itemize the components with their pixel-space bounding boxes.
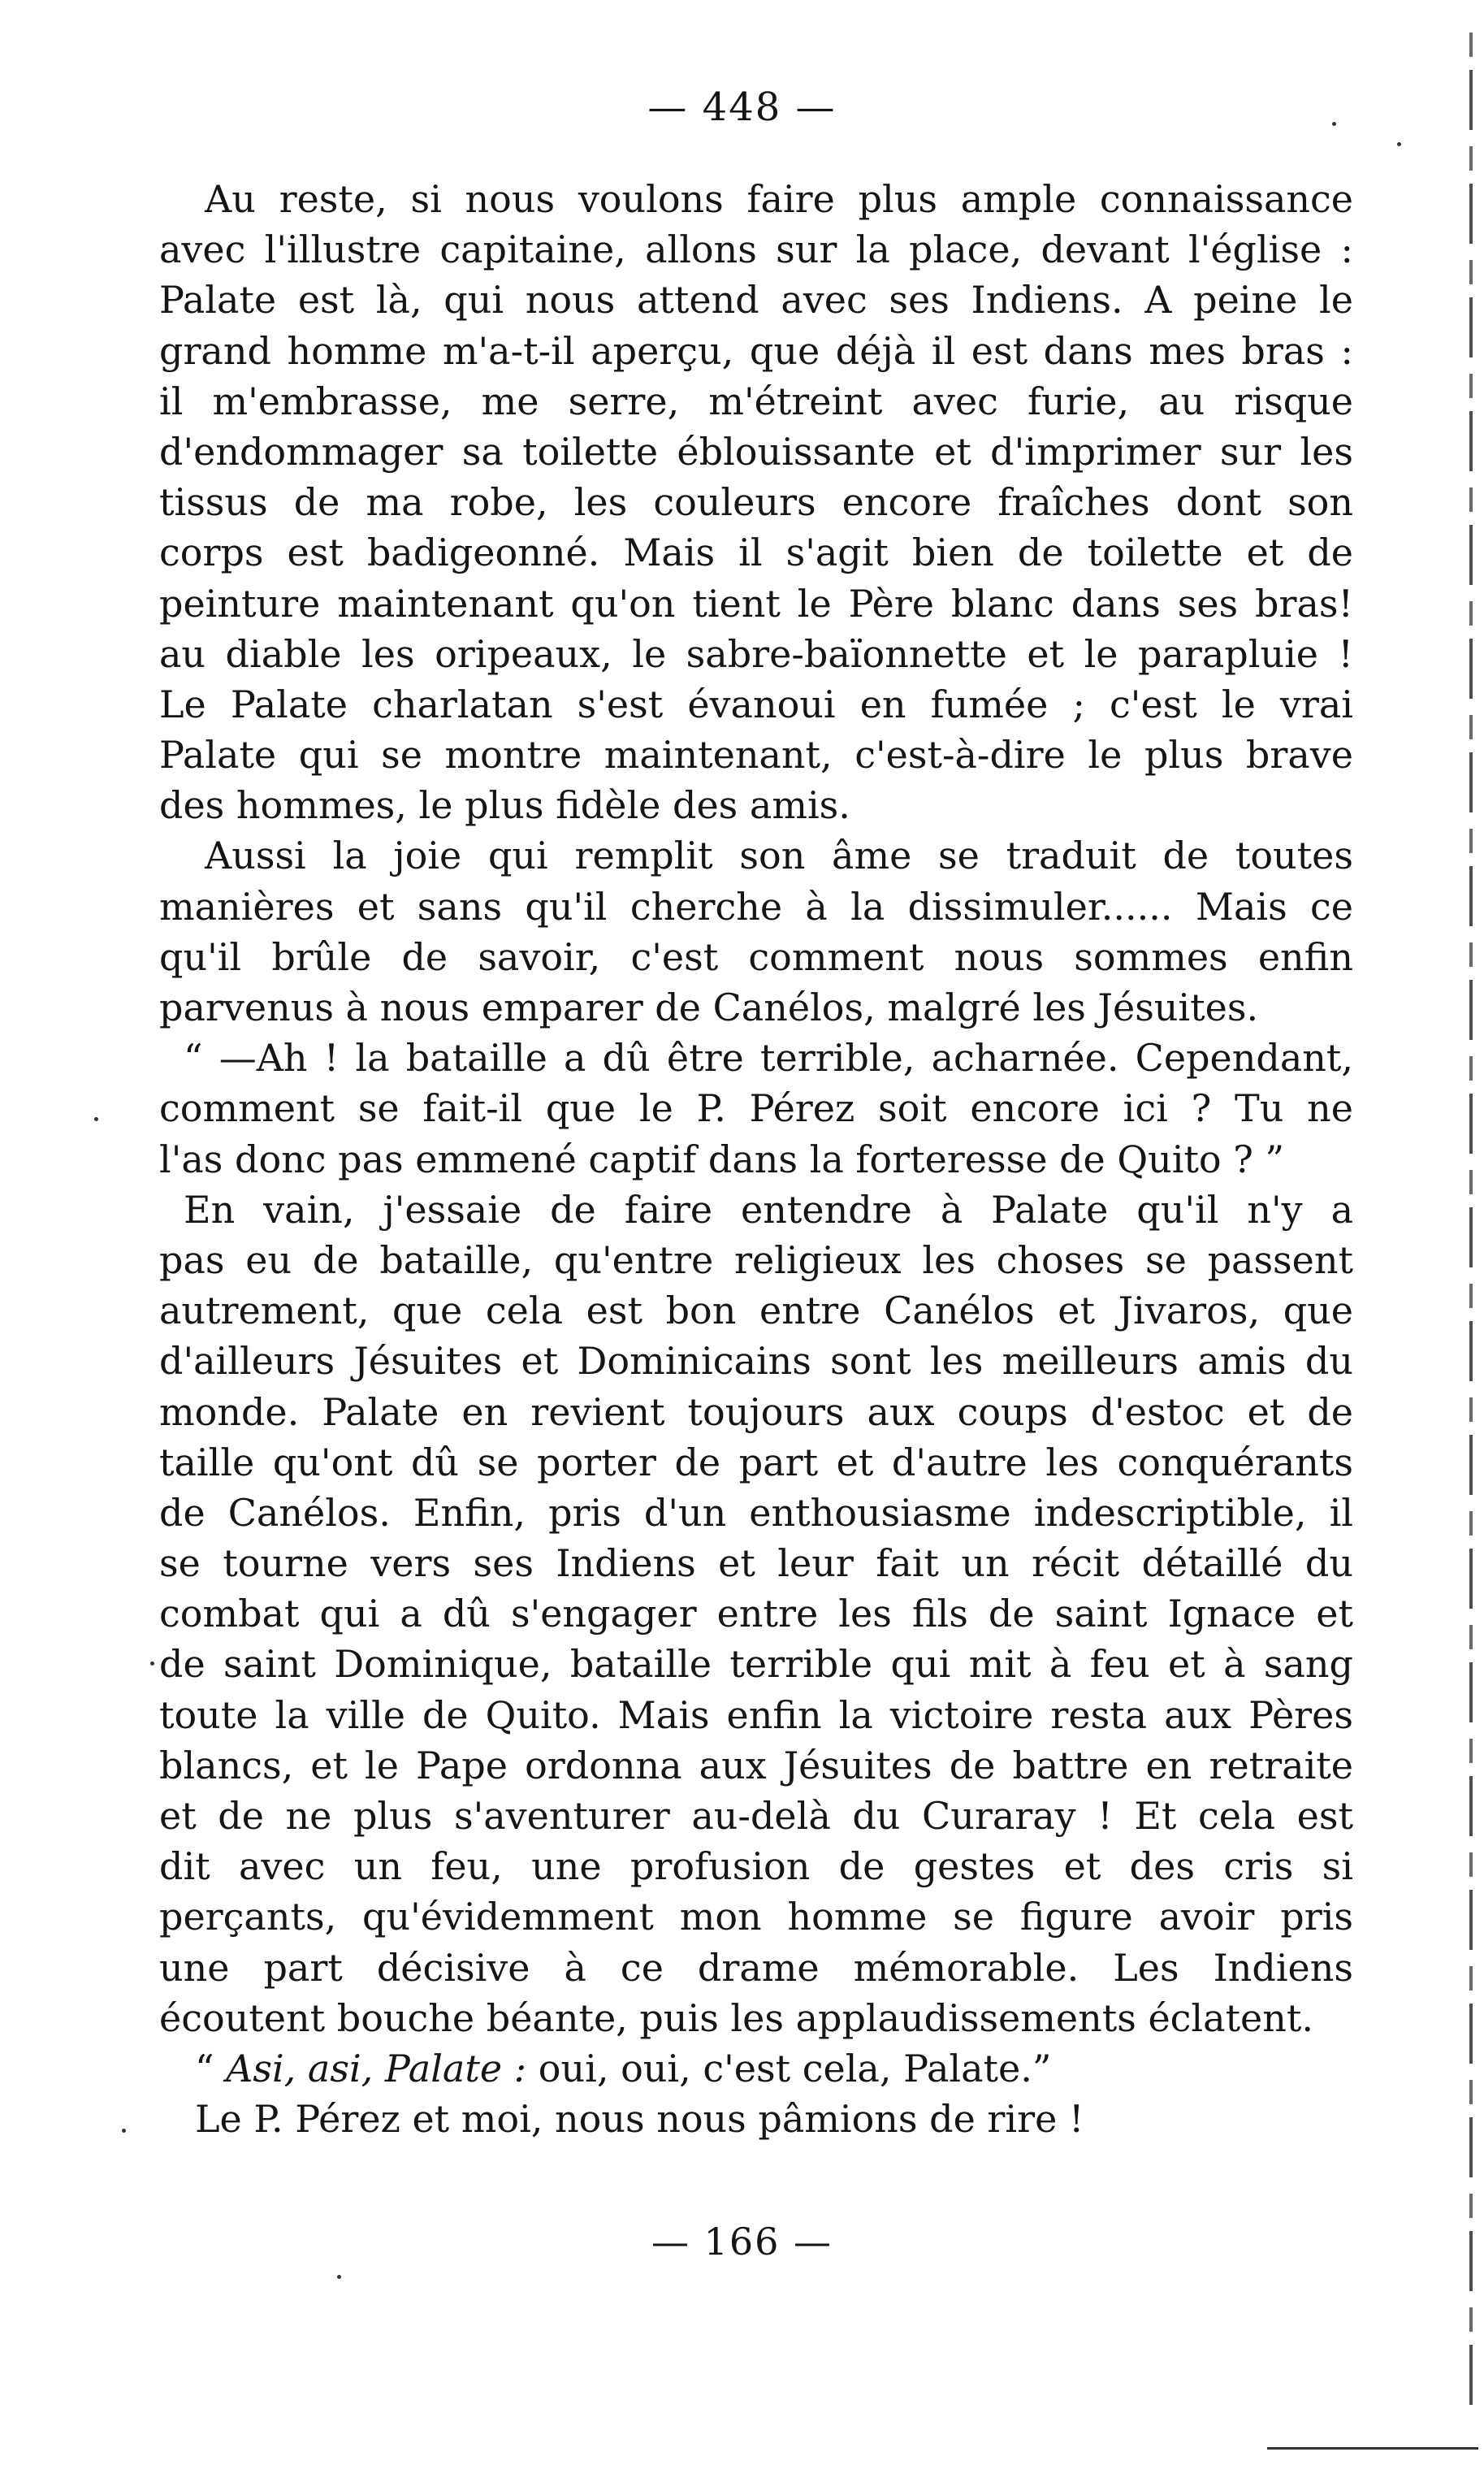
text-line: avec l'illustre capitaine, allons sur la place, devant l'église :	[159, 227, 1353, 272]
text-line: de saint Dominique, bataille terrible qui mit à feu et à sang	[159, 1642, 1353, 1687]
text-line: se tourne vers ses Indiens et leur fait un récit détaillé du	[159, 1541, 1353, 1586]
text-line: de Canélos. Enfin, pris d'un enthousiasme indescriptible, il	[159, 1490, 1353, 1535]
text-line: d'endommager sa toilette éblouissante et d'imprimer sur les	[159, 429, 1353, 474]
text-line: et de ne plus s'aventurer au-delà du Curaray ! Et cela est	[159, 1794, 1353, 1838]
text-line: Aussi la joie qui remplit son âme se traduit de toutes	[205, 834, 1353, 878]
text-line: peinture maintenant qu'on tient le Père blanc dans ses bras!	[159, 581, 1353, 626]
quote-italic: Asi, asi, Palate :	[226, 2046, 527, 2090]
scan-speck	[150, 1661, 154, 1666]
scan-speck	[1332, 122, 1336, 126]
text-line: blancs, et le Pape ordonna aux Jésuites de battre en retraite	[159, 1743, 1353, 1787]
page-number-footer: — 166 —	[651, 2220, 833, 2264]
text-line: tissus de ma robe, les couleurs encore fraîches dont son	[159, 480, 1353, 525]
text-line: au diable les oripeaux, le sabre-baïonnette et le parapluie !	[159, 631, 1353, 676]
quote-open: “	[195, 2046, 227, 2090]
text-line: combat qui a dû s'engager entre les fils de saint Ignace et	[159, 1592, 1353, 1636]
text-line: corps est badigeonné. Mais il s'agit bien de toilette et de	[159, 531, 1353, 575]
scan-bottom-artifact	[1267, 2447, 1478, 2450]
text-line: autrement, que cela est bon entre Canélos et Jivaros, que	[159, 1289, 1353, 1333]
text-line: d'ailleurs Jésuites et Dominicains sont les meilleurs amis du	[159, 1339, 1353, 1384]
text-line: manières et sans qu'il cherche à la dissimuler...... Mais ce	[159, 884, 1353, 929]
text-line: Palate qui se montre maintenant, c'est-à-dire le plus brave	[159, 733, 1353, 778]
text-line: une part décisive à ce drame mémorable. Les Indiens	[159, 1945, 1353, 1990]
text-line: monde. Palate en revient toujours aux coups d'estoc et de	[159, 1389, 1353, 1434]
scan-speck	[337, 2275, 341, 2279]
text-line: dit avec un feu, une profusion de gestes et des cris si	[159, 1844, 1353, 1889]
quote-rest: oui, oui, c'est cela, Palate.”	[526, 2046, 1052, 2090]
text-line: il m'embrasse, me serre, m'étreint avec furie, au risque	[159, 379, 1353, 423]
text-line: Le Palate charlatan s'est évanoui en fumée ; c'est le vrai	[159, 682, 1353, 726]
quote-line	[159, 2043, 1353, 2094]
text-line: qu'il brûle de savoir, c'est comment nous sommes enfin	[159, 934, 1353, 979]
text-line: parvenus à nous emparer de Canélos, malgré les Jésuites.	[159, 986, 1259, 1029]
text-line: Palate est là, qui nous attend avec ses Indiens. A peine le	[159, 278, 1353, 323]
text-line: des hommes, le plus fidèle des amis.	[159, 783, 850, 828]
text-line: perçants, qu'évidemment mon homme se figure avoir pris	[159, 1895, 1353, 1939]
text-line: comment se fait-il que le P. Pérez soit encore ici ? Tu ne	[159, 1086, 1353, 1131]
scan-speck	[122, 2129, 126, 2133]
text-line: toute la ville de Quito. Mais enfin la victoire resta aux Pères	[159, 1692, 1353, 1737]
text-line: taille qu'ont dû se porter de part et d'autre les conquérants	[159, 1440, 1353, 1484]
final-line: Le P. Pérez et moi, nous nous pâmions de rire !	[195, 2097, 1084, 2142]
text-line: “ —Ah ! la bataille a dû être terrible, acharnée. Cependant,	[184, 1036, 1353, 1081]
text-line: Au reste, si nous voulons faire plus ample connaissance	[205, 177, 1353, 221]
text-line: grand homme m'a-t-il aperçu, que déjà il est dans mes bras :	[159, 328, 1353, 373]
text-line: écoutent bouche béante, puis les applaudissements éclatent.	[159, 1995, 1314, 2040]
text-line: l'as donc pas emmené captif dans la forteresse de Quito ? ”	[159, 1137, 1285, 1181]
body-text	[159, 174, 1353, 2144]
scan-speck	[1397, 142, 1401, 146]
page-number-header: — 448 —	[647, 84, 837, 130]
text-line: pas eu de bataille, qu'entre religieux les choses se passent	[159, 1237, 1353, 1282]
text-line: En vain, j'essaie de faire entendre à Palate qu'il n'y a	[184, 1187, 1353, 1232]
scan-speck	[94, 1117, 98, 1121]
scan-edge-artifact	[1469, 32, 1473, 2421]
